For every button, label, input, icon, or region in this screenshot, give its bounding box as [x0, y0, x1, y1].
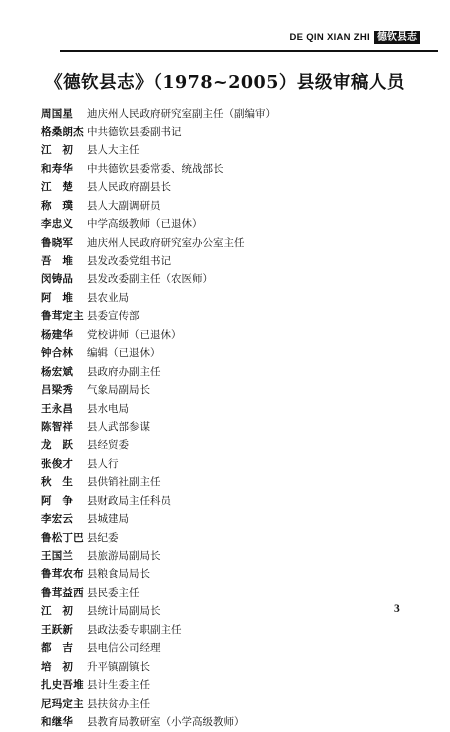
reviewer-role: 党校讲师（已退休） — [87, 327, 182, 342]
reviewer-name: 和寿华 — [41, 161, 87, 176]
reviewer-row — [41, 401, 430, 419]
reviewer-name: 鲁晓军 — [41, 235, 87, 250]
reviewer-role: 迪庆州人民政府研究室副主任（副编审） — [87, 106, 276, 121]
reviewer-name: 李宏云 — [41, 511, 87, 526]
reviewer-role: 中共德钦县委常委、统战部长 — [87, 161, 224, 176]
reviewer-role: 县计生委主任 — [87, 677, 150, 692]
reviewer-role: 中共德钦县委副书记 — [87, 124, 182, 139]
reviewer-name: 陈智祥 — [41, 419, 87, 434]
reviewer-role: 县政法委专职副主任 — [87, 622, 182, 637]
reviewer-role: 县人民政府副县长 — [87, 179, 171, 194]
reviewer-name: 杨宏斌 — [41, 364, 87, 379]
reviewer-name: 杨建华 — [41, 327, 87, 342]
reviewer-name: 都 吉 — [41, 640, 87, 655]
reviewer-row — [41, 271, 430, 289]
reviewer-role: 县人行 — [87, 456, 119, 471]
reviewer-row — [41, 437, 430, 455]
reviewer-row — [41, 548, 430, 566]
reviewer-role: 县粮食局局长 — [87, 566, 150, 581]
reviewer-role: 县教育局教研室（小学高级教师） — [87, 714, 245, 729]
reviewer-row — [41, 456, 430, 474]
reviewer-row — [41, 216, 430, 234]
reviewer-name: 江 初 — [41, 142, 87, 157]
reviewer-name: 钟合林 — [41, 345, 87, 360]
reviewer-name: 吾 堆 — [41, 253, 87, 268]
reviewer-row — [41, 161, 430, 179]
reviewer-row — [41, 530, 430, 548]
reviewer-name: 鲁茸益西 — [41, 585, 87, 600]
reviewer-name: 称 璞 — [41, 198, 87, 213]
reviewer-name: 阿 争 — [41, 493, 87, 508]
reviewer-role: 县委宣传部 — [87, 308, 140, 323]
reviewer-name: 王国兰 — [41, 548, 87, 563]
reviewer-name: 鲁茸定主 — [41, 308, 87, 323]
reviewer-row — [41, 603, 430, 621]
reviewer-row — [41, 382, 430, 400]
reviewer-row — [41, 308, 430, 326]
reviewer-row — [41, 235, 430, 253]
reviewer-role: 县统计局副局长 — [87, 603, 161, 618]
reviewer-row — [41, 124, 430, 142]
reviewer-row — [41, 640, 430, 658]
reviewer-list — [41, 106, 430, 732]
reviewer-name: 周国星 — [41, 106, 87, 121]
reviewer-name: 和继华 — [41, 714, 87, 729]
reviewer-role: 县经贸委 — [87, 437, 129, 452]
reviewer-row — [41, 198, 430, 216]
reviewer-row — [41, 474, 430, 492]
reviewer-role: 气象局副局长 — [87, 382, 150, 397]
reviewer-role: 县农业局 — [87, 290, 129, 305]
reviewer-row — [41, 253, 430, 271]
reviewer-name: 格桑朗杰 — [41, 124, 87, 139]
page-number: 3 — [394, 603, 400, 615]
page-title: 《德钦县志》（1978~2005）县级审稿人员 — [0, 69, 450, 94]
reviewer-role: 县发改委党组书记 — [87, 253, 171, 268]
reviewer-row — [41, 290, 430, 308]
header-rule — [60, 50, 438, 52]
reviewer-role: 县人武部参谋 — [87, 419, 150, 434]
reviewer-row — [41, 364, 430, 382]
reviewer-role: 县民委主任 — [87, 585, 140, 600]
reviewer-role: 县发改委副主任（农医师） — [87, 271, 213, 286]
reviewer-name: 闵铸品 — [41, 271, 87, 286]
reviewer-role: 县扶贫办主任 — [87, 696, 150, 711]
reviewer-row — [41, 511, 430, 529]
reviewer-role: 县水电局 — [87, 401, 129, 416]
reviewer-row — [41, 327, 430, 345]
reviewer-role: 县电信公司经理 — [87, 640, 161, 655]
reviewer-role: 迪庆州人民政府研究室办公室主任 — [87, 235, 245, 250]
reviewer-name: 鲁松丁巴 — [41, 530, 87, 545]
reviewer-row — [41, 585, 430, 603]
reviewer-row — [41, 659, 430, 677]
reviewer-name: 阿 堆 — [41, 290, 87, 305]
running-header-cn: 德钦县志 — [374, 31, 420, 44]
reviewer-name: 培 初 — [41, 659, 87, 674]
reviewer-row — [41, 345, 430, 363]
reviewer-name: 扎史吾堆 — [41, 677, 87, 692]
reviewer-row — [41, 566, 430, 584]
reviewer-row — [41, 696, 430, 714]
reviewer-row — [41, 106, 430, 124]
reviewer-role: 县人大主任 — [87, 142, 140, 157]
reviewer-role: 县纪委 — [87, 530, 119, 545]
running-header-en: DE QIN XIAN ZHI — [289, 32, 370, 43]
reviewer-role: 编辑（已退休） — [87, 345, 161, 360]
reviewer-name: 江 初 — [41, 603, 87, 618]
reviewer-name: 王永昌 — [41, 401, 87, 416]
reviewer-name: 鲁茸农布 — [41, 566, 87, 581]
reviewer-name: 秋 生 — [41, 474, 87, 489]
reviewer-role: 县供销社副主任 — [87, 474, 161, 489]
reviewer-row — [41, 677, 430, 695]
reviewer-role: 中学高级教师（已退休） — [87, 216, 203, 231]
reviewer-row — [41, 493, 430, 511]
reviewer-role: 县政府办副主任 — [87, 364, 161, 379]
reviewer-name: 吕梁秀 — [41, 382, 87, 397]
reviewer-name: 江 楚 — [41, 179, 87, 194]
reviewer-role: 升平镇副镇长 — [87, 659, 150, 674]
reviewer-row — [41, 142, 430, 160]
reviewer-name: 李忠义 — [41, 216, 87, 231]
reviewer-name: 尼玛定主 — [41, 696, 87, 711]
reviewer-row — [41, 622, 430, 640]
reviewer-role: 县旅游局副局长 — [87, 548, 161, 563]
reviewer-role: 县人大副调研员 — [87, 198, 161, 213]
running-header — [289, 30, 420, 44]
reviewer-row — [41, 179, 430, 197]
reviewer-row — [41, 419, 430, 437]
reviewer-name: 张俊才 — [41, 456, 87, 471]
reviewer-role: 县城建局 — [87, 511, 129, 526]
reviewer-name: 龙 跃 — [41, 437, 87, 452]
reviewer-role: 县财政局主任科员 — [87, 493, 171, 508]
reviewer-name: 王跃新 — [41, 622, 87, 637]
reviewer-row — [41, 714, 430, 732]
